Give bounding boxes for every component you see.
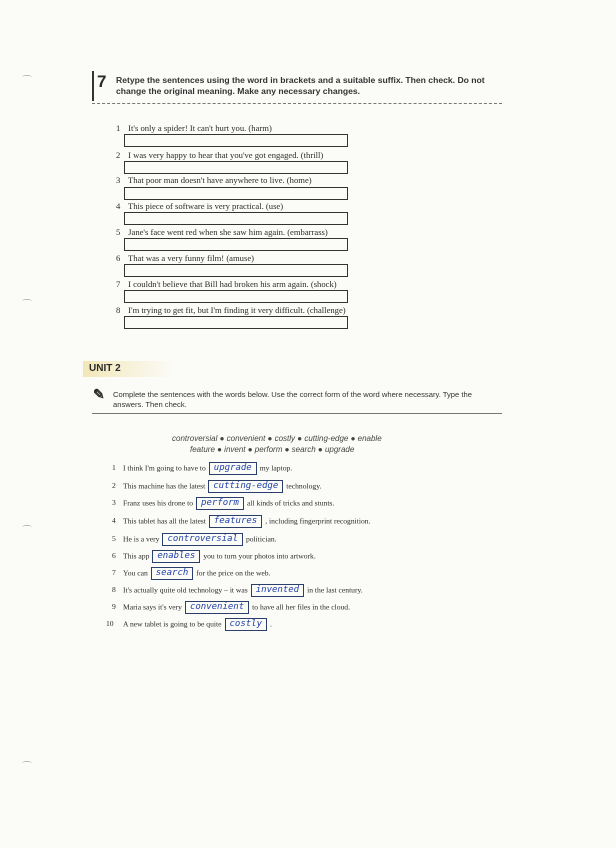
word-bank-line: controversial ● convenient ● costly ● cutting-edge ● enable <box>172 434 382 443</box>
answer-box[interactable] <box>124 316 348 329</box>
answer-box[interactable] <box>124 187 348 200</box>
question-item: 4 This tablet has all the latest features , including fingerprint recognition. <box>112 516 371 526</box>
margin-mark: ⌒ <box>22 762 32 773</box>
answer-field[interactable]: costly <box>225 618 268 631</box>
question-item: 8 It's actually quite old technology – it was invented in the last century. <box>112 585 363 595</box>
answer-field[interactable]: upgrade <box>209 462 257 475</box>
question-item: 4 This piece of software is very practical. (use) <box>116 201 284 211</box>
answer-box[interactable] <box>124 161 348 174</box>
question-item: 9 Maria says it's very convenient to have all her files in the cloud. <box>112 602 350 612</box>
question-item: 2 I was very happy to hear that you've got engaged. (thrill) <box>116 150 324 160</box>
unit-label: UNIT 2 <box>89 363 121 374</box>
question-item: 2 This machine has the latest cutting-edge technology. <box>112 481 322 491</box>
question-item: 7 You can search for the price on the web. <box>112 568 271 578</box>
question-item: 6 That was a very funny film! (amuse) <box>116 253 254 263</box>
answer-field[interactable]: features <box>209 515 262 528</box>
answer-field[interactable]: convenient <box>185 601 249 614</box>
question-item: 1 I think I'm going to have to upgrade my laptop. <box>112 463 293 473</box>
answer-field[interactable]: cutting-edge <box>208 480 283 493</box>
answer-field[interactable]: invented <box>251 584 304 597</box>
question-item: 1 It's only a spider! It can't hurt you. (harm) <box>116 123 272 133</box>
exercise-number: 7 <box>97 72 107 91</box>
answer-field[interactable]: perform <box>196 497 244 510</box>
exercise-instruction: Retype the sentences using the word in brackets and a suitable suffix. Then check. Do not change the original meaning. Make any necessary changes. <box>116 75 485 96</box>
question-item: 8 I'm trying to get fit, but I'm finding it very difficult. (challenge) <box>116 305 346 315</box>
answer-box[interactable] <box>124 212 348 225</box>
question-item: 7 I couldn't believe that Bill had broken his arm again. (shock) <box>116 279 337 289</box>
question-item: 3 Franz uses his drone to perform all kinds of tricks and stunts. <box>112 498 335 508</box>
question-item: 6 This app enables you to turn your photos into artwork. <box>112 551 316 561</box>
answer-box[interactable] <box>124 264 348 277</box>
answer-box[interactable] <box>124 134 348 147</box>
question-item: 10 A new tablet is going to be quite costly . <box>106 619 272 629</box>
exercise-instruction: Complete the sentences with the words below. Use the correct form of the word where necessary. Type the answers. Then check. <box>113 390 472 409</box>
divider <box>92 413 502 414</box>
answer-box[interactable] <box>124 238 348 251</box>
question-item: 5 He is a very controversial politician. <box>112 534 277 544</box>
question-item: 3 That poor man doesn't have anywhere to live. (home) <box>116 175 312 185</box>
margin-mark: ⌒ <box>22 76 32 87</box>
divider <box>92 103 502 104</box>
margin-mark: ⌒ <box>22 300 32 311</box>
margin-mark: ⌒ <box>22 526 32 537</box>
answer-field[interactable]: controversial <box>162 533 242 546</box>
word-bank-line: feature ● invent ● perform ● search ● upgrade <box>190 445 355 454</box>
question-item: 5 Jane's face went red when she saw him again. (embarrass) <box>116 227 328 237</box>
exercise-bar <box>92 71 94 101</box>
answer-field[interactable]: search <box>151 567 194 580</box>
pencil-icon: ✎ <box>93 388 105 403</box>
answer-field[interactable]: enables <box>152 550 200 563</box>
answer-box[interactable] <box>124 290 348 303</box>
